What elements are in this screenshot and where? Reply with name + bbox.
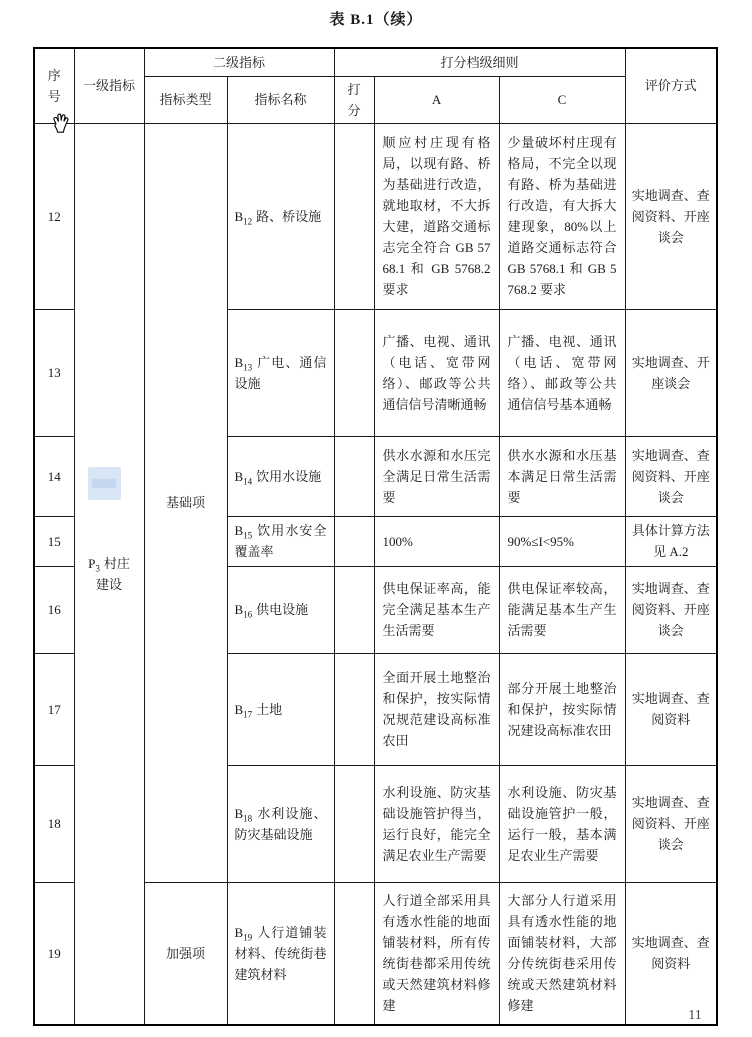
serial-cell: 15 — [34, 516, 74, 566]
table-title: 表 B.1（续） — [329, 12, 423, 28]
score-cell — [334, 653, 374, 765]
grade-a-cell: 供水水源和水压完全满足日常生活需要 — [374, 436, 499, 516]
serial-cell: 19 — [34, 882, 74, 1025]
indicator-code: B — [234, 208, 244, 224]
header-row-1 — [34, 48, 717, 76]
eval-method-cell: 实地调查、查阅资料 — [625, 882, 717, 1025]
indicator-code-subscript: 14 — [243, 476, 253, 487]
indicator-code-subscript: 16 — [243, 609, 253, 620]
header-eval-method: 评价方式 — [625, 48, 717, 123]
grade-c-cell: 部分开展土地整治和保护，按实际情况建设高标准农田 — [499, 653, 625, 765]
serial-cell: 12 — [34, 123, 74, 309]
indicator-name: 水利设施、防灾基础设施 — [234, 805, 327, 842]
indicator-name-cell — [227, 309, 334, 436]
serial-cell: 16 — [34, 566, 74, 653]
indicator-type-enhanced-cell: 加强项 — [144, 882, 227, 1025]
header-grade-a: A — [374, 76, 499, 123]
indicator-name: 路、桥设施 — [256, 208, 322, 224]
header-indicator-name: 指标名称 — [227, 76, 334, 123]
scoring-criteria-table — [33, 47, 718, 1026]
indicator-code: B — [234, 924, 244, 940]
indicator-code: B — [234, 523, 244, 538]
grade-a-cell: 水利设施、防灾基础设施管护得当，运行良好，能完全满足农业生产需要 — [374, 765, 499, 882]
indicator-name: 饮用水设施 — [256, 468, 322, 484]
eval-method-cell: 实地调查、开座谈会 — [625, 309, 717, 436]
grade-a-cell: 顺应村庄现有格局，以现有路、桥为基础进行改造，就地取材，不大拆大建，道路交通标志完全符合 GB 5768.1 和 GB 5768.2 要求 — [374, 123, 499, 309]
serial-cell: 17 — [34, 653, 74, 765]
table-row — [34, 123, 717, 309]
indicator-code-subscript: 18 — [243, 813, 253, 824]
grade-a-cell: 100% — [374, 516, 499, 566]
header-level2-indicator: 二级指标 — [144, 48, 334, 76]
grade-a-cell: 全面开展土地整治和保护，按实际情况规范建设高标准农田 — [374, 653, 499, 765]
eval-method-cell: 实地调查、查阅资料、开座谈会 — [625, 566, 717, 653]
score-cell — [334, 309, 374, 436]
indicator-name-cell — [227, 882, 334, 1025]
grade-c-cell: 供电保证率较高，能满足基本生产生活需要 — [499, 566, 625, 653]
grab-hand-cursor-icon — [49, 111, 72, 137]
grade-a-cell: 广播、电视、通讯（电话、宽带网络）、邮政等公共通信信号清晰通畅 — [374, 309, 499, 436]
indicator-code: B — [234, 701, 244, 717]
grade-c-cell: 供水水源和水压基本满足日常生活需要 — [499, 436, 625, 516]
eval-method-cell: 具体计算方法见 A.2 — [625, 516, 717, 566]
grade-c-cell: 少量破坏村庄现有格局，不完全以现有路、桥为基础进行改造，有大拆大建现象，80%以上道路交通标志符合 GB 5768.1 和 GB 5768.2 要求 — [499, 123, 625, 309]
grade-c-cell: 水利设施、防灾基础设施管护一般，运行一般，基本满足农业生产需要 — [499, 765, 625, 882]
score-cell — [334, 436, 374, 516]
indicator-code: B — [234, 354, 244, 370]
grade-c-cell: 广播、电视、通讯（电话、宽带网络）、邮政等公共通信信号基本通畅 — [499, 309, 625, 436]
header-score: 打分 — [334, 76, 374, 123]
table-b1-continued — [33, 47, 718, 1026]
indicator-code-subscript: 12 — [243, 216, 253, 227]
indicator-name: 土地 — [256, 701, 283, 717]
score-cell — [334, 882, 374, 1025]
indicator-name-cell — [227, 123, 334, 309]
grade-c-cell: 90%≤I<95% — [499, 516, 625, 566]
indicator-name: 广电、通信设施 — [234, 354, 327, 391]
score-cell — [334, 566, 374, 653]
indicator-code-subscript: 15 — [243, 530, 253, 541]
eval-method-cell: 实地调查、查阅资料、开座谈会 — [625, 765, 717, 882]
header-serial: 序号 — [34, 48, 74, 123]
header-scoring-rules: 打分档级细则 — [334, 48, 625, 76]
indicator-code: B — [234, 805, 244, 821]
score-cell — [334, 765, 374, 882]
level1-code: P — [88, 555, 96, 571]
serial-cell: 14 — [34, 436, 74, 516]
serial-cell: 13 — [34, 309, 74, 436]
indicator-name: 人行道铺装材料、传统街巷建筑材料 — [234, 924, 327, 982]
indicator-type-basic-cell: 基础项 — [144, 123, 227, 882]
indicator-code: B — [234, 468, 244, 484]
score-cell — [334, 123, 374, 309]
indicator-name-cell — [227, 436, 334, 516]
page-number: 11 — [688, 1008, 702, 1023]
grade-a-cell: 人行道全部采用具有透水性能的地面铺装材料，所有传统街巷都采用传统或天然建筑材料修建 — [374, 882, 499, 1025]
indicator-code-subscript: 19 — [243, 932, 253, 943]
level1-code-subscript: 3 — [95, 563, 100, 574]
level1-indicator-cell — [74, 123, 144, 1025]
header-level1-indicator: 一级指标 — [74, 48, 144, 123]
indicator-code: B — [234, 602, 244, 617]
indicator-name: 饮用水安全覆盖率 — [234, 523, 327, 559]
serial-cell: 18 — [34, 765, 74, 882]
header-indicator-type: 指标类型 — [144, 76, 227, 123]
eval-method-cell: 实地调查、查阅资料 — [625, 653, 717, 765]
header-grade-c: C — [499, 76, 625, 123]
indicator-name-cell — [227, 566, 334, 653]
grade-c-cell: 大部分人行道采用具有透水性能的地面铺装材料，大部分传统街巷采用传统或天然建筑材料修建 — [499, 882, 625, 1025]
eval-method-cell: 实地调查、查阅资料、开座谈会 — [625, 123, 717, 309]
indicator-name: 供电设施 — [256, 602, 309, 617]
indicator-code-subscript: 17 — [243, 709, 253, 720]
score-cell — [334, 516, 374, 566]
level1-name: 村庄建设 — [95, 555, 130, 592]
indicator-code-subscript: 13 — [243, 362, 253, 373]
grade-a-cell: 供电保证率高，能完全满足基本生产生活需要 — [374, 566, 499, 653]
eval-method-cell: 实地调查、查阅资料、开座谈会 — [625, 436, 717, 516]
indicator-name-cell — [227, 516, 334, 566]
indicator-name-cell — [227, 653, 334, 765]
indicator-name-cell — [227, 765, 334, 882]
